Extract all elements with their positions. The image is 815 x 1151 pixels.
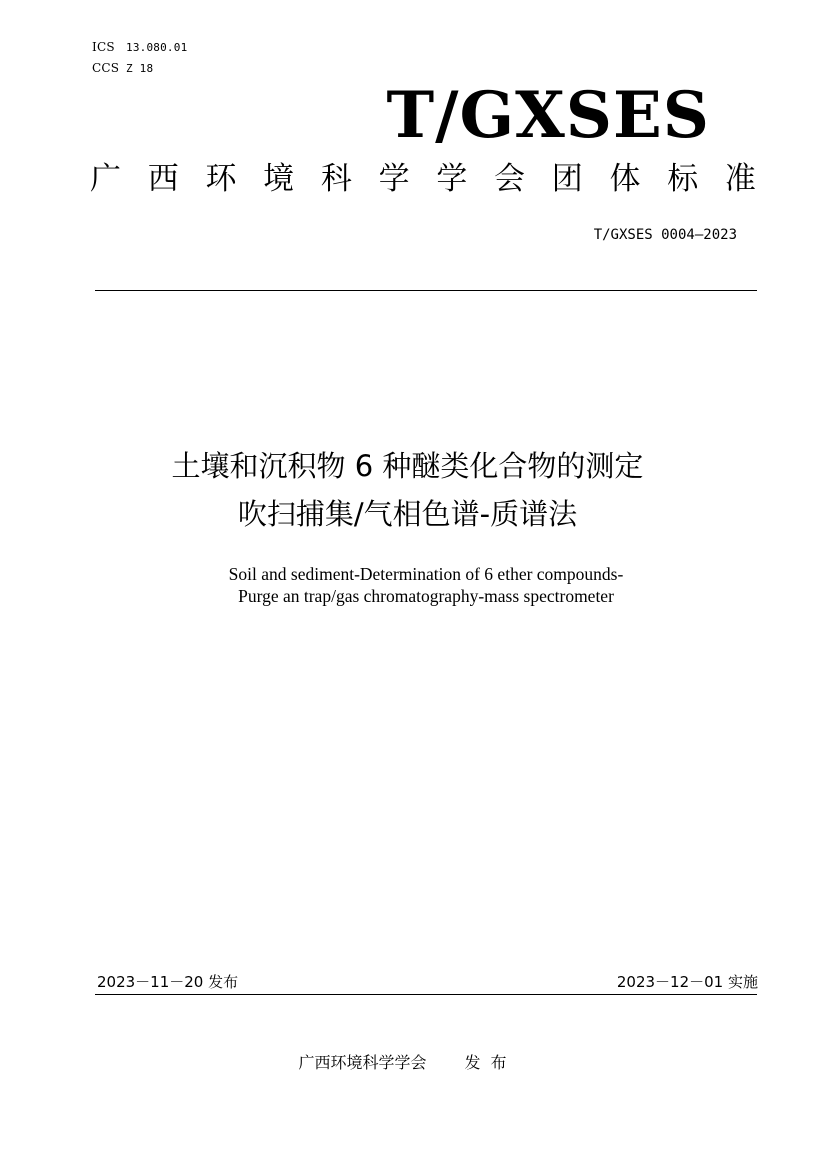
issue-date: 2023－11－20 发布 — [97, 973, 239, 991]
english-title-line-1: Soil and sediment-Determination of 6 ether compounds- — [228, 564, 624, 584]
org-title-char: 团 — [551, 161, 583, 197]
document-number: T/GXSES 0004—2023 — [593, 227, 737, 243]
footer-divider — [95, 994, 757, 995]
chinese-title-line-1: 土壤和沉积物 6 种醚类化合物的测定 — [171, 449, 644, 483]
org-title-char: 会 — [494, 161, 526, 197]
english-title-line-2: Purge an trap/gas chromatography-mass spectrometer — [238, 586, 614, 606]
org-title-char: 学 — [378, 161, 410, 197]
org-title-char: 广 — [90, 161, 121, 197]
org-title-char: 标 — [667, 161, 699, 197]
publisher-line — [0, 1051, 815, 1075]
ccs-classification — [92, 61, 153, 75]
org-title-char: 体 — [609, 161, 641, 197]
standard-brand: T/GXSES — [386, 78, 710, 153]
ics-classification — [92, 40, 187, 54]
org-title-char: 学 — [436, 161, 468, 197]
implementation-date: 2023－12－01 实施 — [616, 973, 758, 991]
ics-value: 13.080.01 — [126, 41, 188, 54]
org-title-char: 境 — [263, 161, 295, 197]
publisher-name: 广西环境科学学会 — [298, 1053, 427, 1072]
ics-label: ICS — [92, 40, 115, 54]
publish-action: 发布 — [464, 1053, 517, 1072]
ccs-value: Z 18 — [126, 62, 154, 75]
header-divider — [95, 290, 757, 291]
org-title-char: 环 — [205, 161, 237, 197]
chinese-title-line-2: 吹扫捕集/气相色谱-质谱法 — [237, 497, 578, 531]
org-title-char: 西 — [147, 161, 179, 197]
ccs-label: CCS — [92, 61, 120, 75]
organization-standard-title — [90, 159, 756, 199]
org-title-char: 科 — [320, 161, 352, 197]
org-title-char: 准 — [724, 161, 756, 197]
